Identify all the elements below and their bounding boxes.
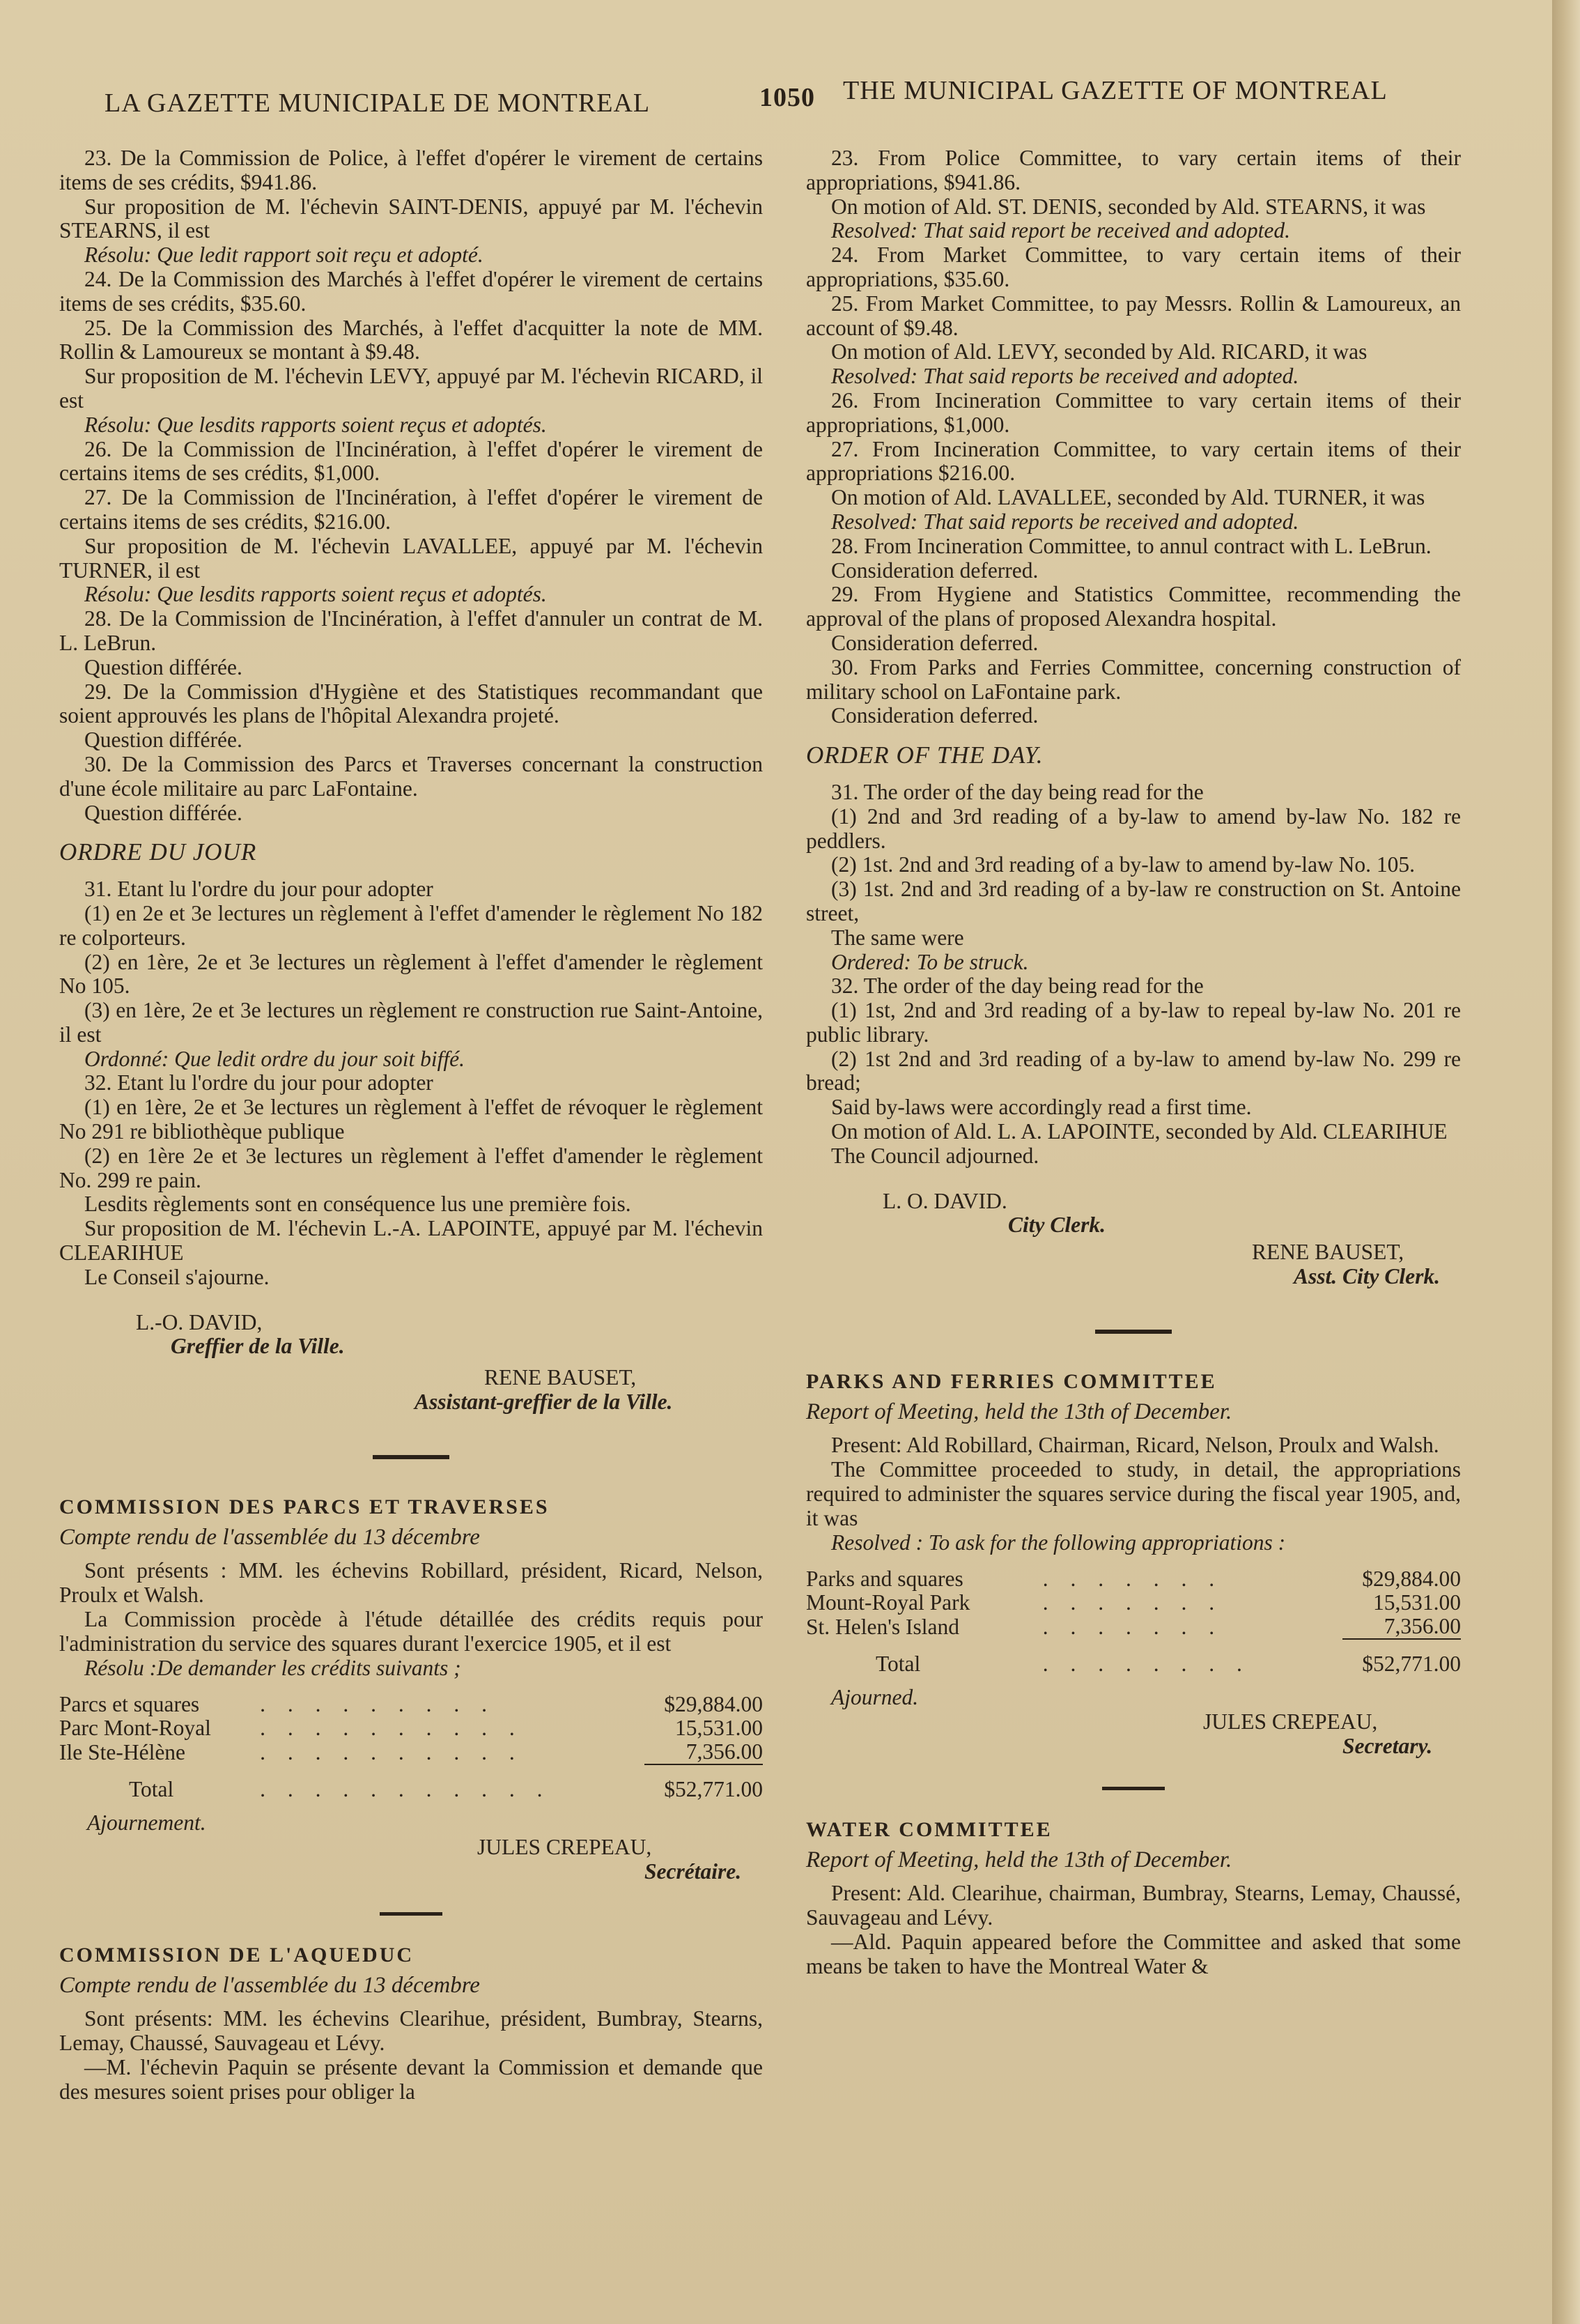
section-divider	[1102, 1787, 1165, 1790]
fr-deferred: Question différée.	[84, 800, 242, 825]
en-water-subtitle: Report of Meeting, held the 13th of December.	[806, 1847, 1232, 1872]
leader-dots: . . . . . . . . . .	[260, 1716, 523, 1741]
en-adjourn: The Council adjourned.	[831, 1143, 1039, 1168]
fr-asst-clerk-title: Assistant-greffier de la Ville.	[415, 1390, 673, 1415]
en-motion: On motion of Ald. L. A. LAPOINTE, seconded by Ald. CLEARIHUE	[831, 1119, 1448, 1144]
en-first-reading: Said by-laws were accordingly read a first time.	[831, 1095, 1252, 1120]
french-column	[59, 146, 763, 2104]
fr-item-26: 26. De la Commission de l'Incinération, à l'effet d'opérer le virement de certains items de ses crédits, $1,000.	[59, 436, 763, 486]
fr-parks-study: La Commission procède à l'étude détaillée des crédits requis pour l'administration du service des squares durant l'exercice 1905, et il est	[59, 1607, 763, 1656]
row-amount: $29,884.00	[1362, 1567, 1461, 1592]
en-order-31: 31. The order of the day being read for the	[831, 779, 1204, 804]
total-row	[59, 1764, 763, 1801]
leader-dots: . . . . . . . . .	[260, 1692, 495, 1717]
en-item-23: 23. From Police Committee, to vary certain items of their appropriations, $941.86.	[806, 146, 1461, 194]
en-resolution: Resolved: That said reports be received and adopted.	[831, 364, 1299, 389]
fr-order-32: 32. Etant lu l'ordre du jour pour adopter	[84, 1070, 433, 1095]
total-amount: $52,771.00	[644, 1764, 763, 1801]
row-label: Parks and squares	[806, 1567, 963, 1592]
table-row	[59, 1693, 763, 1716]
en-asst-clerk-name: RENE BAUSET,	[1252, 1240, 1404, 1265]
en-parks-subtitle: Report of Meeting, held the 13th of December.	[806, 1399, 1232, 1424]
en-order-heading: ORDER OF THE DAY.	[806, 741, 1044, 769]
total-label: Total	[129, 1776, 174, 1801]
en-parks-present: Present: Ald Robillard, Chairman, Ricard, Nelson, Proulx and Walsh.	[831, 1433, 1439, 1458]
fr-clerk-title: Greffier de la Ville.	[171, 1334, 345, 1359]
leader-dots: . . . . . . . . . . .	[260, 1776, 551, 1801]
en-item-27: 27. From Incineration Committee, to vary certain items of their appropriations $216.00.	[806, 436, 1461, 486]
page-binding-edge	[1552, 0, 1580, 2324]
en-order-32: 32. The order of the day being read for the	[831, 974, 1204, 999]
fr-order-31-1: (1) en 2e et 3e lectures un règlement à l'effet d'amender le règlement No 182 re colporteurs.	[59, 900, 763, 950]
fr-water-paquin: —M. l'échevin Paquin se présente devant la Commission et demande que des mesures soient prises pour obliger la	[59, 2055, 763, 2104]
table-row	[59, 1740, 763, 1764]
french-masthead: LA GAZETTE MUNICIPALE DE MONTREAL	[104, 89, 651, 118]
fr-order-32-2: (2) en 1ère 2e et 3e lectures un règlement à l'effet d'amender le règlement No. 299 re pain.	[59, 1143, 763, 1192]
en-item-25: 25. From Market Committee, to pay Messrs. Rollin & Lamoureux, an account of $9.48.	[806, 291, 1461, 340]
en-secretary-name: JULES CREPEAU,	[1203, 1709, 1378, 1734]
leader-dots: . . . . . . . . . .	[260, 1739, 523, 1764]
en-item-28: 28. From Incineration Committee, to annul contract with L. LeBrun.	[831, 533, 1432, 558]
fr-item-25: 25. De la Commission des Marchés, à l'effet d'acquitter la note de MM. Rollin & Lamoureux se montant à $9.48.	[59, 315, 763, 364]
fr-water-present: Sont présents: MM. les échevins Clearihue, président, Bumbray, Stearns, Lemay, Chaussé, Sauvageau et Lévy.	[59, 2006, 763, 2056]
fr-water-title: COMMISSION DE L'AQUEDUC	[59, 1943, 415, 1967]
fr-ordered: Ordonné: Que ledit ordre du jour soit biffé.	[84, 1046, 465, 1071]
en-appropriations-table	[806, 1567, 1461, 1676]
en-item-29: 29. From Hygiene and Statistics Committee, recommending the approval of the plans of proposed Alexandra hospital.	[806, 582, 1461, 631]
en-deferred: Consideration deferred.	[831, 630, 1039, 655]
leader-dots: . . . . . . .	[1042, 1567, 1223, 1592]
row-label: Parc Mont-Royal	[59, 1716, 211, 1741]
fr-resolution: Résolu: Que lesdits rapports soient reçus et adoptés.	[84, 412, 547, 437]
table-row	[806, 1591, 1461, 1615]
fr-motion: Sur proposition de M. l'échevin L.-A. LAPOINTE, appuyé par M. l'échevin CLEARIHUE	[59, 1216, 763, 1265]
section-divider	[373, 1455, 449, 1459]
fr-item-30: 30. De la Commission des Parcs et Traverses concernant la construction d'une école militaire au parc LaFontaine.	[59, 751, 763, 801]
en-order-31-3: (3) 1st. 2nd and 3rd reading of a by-law re construction on St. Antoine street,	[806, 877, 1461, 925]
row-label: Mount-Royal Park	[806, 1590, 970, 1615]
fr-parks-resolved: Résolu :De demander les crédits suivants ;	[84, 1655, 461, 1680]
fr-item-24: 24. De la Commission des Marchés à l'effet d'opérer le virement de certains items de ses crédits, $35.60.	[59, 266, 763, 316]
en-order-31-1: (1) 2nd and 3rd reading of a by-law to amend by-law No. 182 re peddlers.	[806, 803, 1461, 853]
en-same-were: The same were	[831, 925, 964, 950]
fr-resolution: Résolu: Que lesdits rapports soient reçus et adoptés.	[84, 582, 547, 607]
english-masthead: THE MUNICIPAL GAZETTE OF MONTREAL	[843, 76, 1388, 105]
en-parks-title: PARKS AND FERRIES COMMITTEE	[806, 1369, 1217, 1393]
row-label: St. Helen's Island	[806, 1614, 960, 1639]
en-secretary-title: Secretary.	[1342, 1734, 1433, 1759]
row-amount: $29,884.00	[664, 1692, 763, 1717]
table-row	[806, 1615, 1461, 1639]
table-row	[59, 1716, 763, 1740]
en-parks-study: The Committee proceeded to study, in detail, the appropriations required to administer the squares service during the fiscal year 1905, and, it was	[806, 1457, 1461, 1530]
fr-item-28: 28. De la Commission de l'Incinération, à l'effet d'annuler un contrat de M. L. LeBrun.	[59, 606, 763, 655]
section-divider	[1095, 1330, 1172, 1334]
en-asst-clerk-title: Asst. City Clerk.	[1294, 1264, 1441, 1289]
leader-dots: . . . . . . .	[1042, 1614, 1223, 1639]
row-label: Parcs et squares	[59, 1692, 200, 1717]
en-motion: On motion of Ald. ST. DENIS, seconded by Ald. STEARNS, it was	[831, 194, 1426, 219]
en-parks-closing: Ajourned.	[831, 1685, 919, 1710]
en-resolution: Resolved: That said report be received and adopted.	[831, 218, 1291, 243]
en-clerk-title: City Clerk.	[1008, 1213, 1106, 1238]
total-label: Total	[876, 1651, 921, 1676]
en-water-present: Present: Ald. Clearihue, chairman, Bumbray, Stearns, Lemay, Chaussé, Sauvageau and Lévy.	[806, 1881, 1461, 1930]
fr-parks-title: COMMISSION DES PARCS ET TRAVERSES	[59, 1495, 550, 1518]
row-amount: 7,356.00	[1342, 1615, 1461, 1639]
fr-deferred: Question différée.	[84, 728, 242, 753]
en-motion: On motion of Ald. LEVY, seconded by Ald. RICARD, it was	[831, 339, 1368, 364]
fr-water-subtitle: Compte rendu de l'assemblée du 13 décembre	[59, 1972, 480, 1998]
fr-order-31-2: (2) en 1ère, 2e et 3e lectures un règlement à l'effet d'amender le règlement No 105.	[59, 949, 763, 999]
total-amount: $52,771.00	[1342, 1639, 1461, 1676]
fr-item-29: 29. De la Commission d'Hygiène et des Statistiques recommandant que soient approuvés les plans de l'hôpital Alexandra projeté.	[59, 679, 763, 728]
fr-clerk-name: L.-O. DAVID,	[136, 1309, 263, 1334]
fr-order-32-1: (1) en 1ère, 2e et 3e lectures un règlement à l'effet de révoquer le règlement No 291 re bibliothèque publique	[59, 1095, 763, 1144]
en-parks-resolved: Resolved : To ask for the following appropriations :	[831, 1530, 1286, 1555]
fr-order-heading: ORDRE DU JOUR	[59, 838, 257, 866]
fr-parks-subtitle: Compte rendu de l'assemblée du 13 décembre	[59, 1524, 480, 1550]
fr-item-27: 27. De la Commission de l'Incinération, à l'effet d'opérer le virement de certains items de ses crédits, $216.00.	[59, 485, 763, 534]
fr-parks-present: Sont présents : MM. les échevins Robillard, président, Ricard, Nelson, Proulx et Walsh.	[59, 1558, 763, 1608]
row-label: Ile Ste-Hélène	[59, 1739, 186, 1764]
en-motion: On motion of Ald. LAVALLEE, seconded by Ald. TURNER, it was	[831, 485, 1425, 510]
row-amount: 15,531.00	[1373, 1590, 1461, 1615]
fr-motion: Sur proposition de M. l'échevin SAINT-DENIS, appuyé par M. l'échevin STEARNS, il est	[59, 194, 763, 243]
en-order-31-2: (2) 1st. 2nd and 3rd reading of a by-law to amend by-law No. 105.	[831, 852, 1416, 877]
en-order-32-2: (2) 1st 2nd and 3rd reading of a by-law to amend by-law No. 299 re bread;	[806, 1046, 1461, 1095]
fr-motion: Sur proposition de M. l'échevin LAVALLEE, appuyé par M. l'échevin TURNER, il est	[59, 533, 763, 583]
fr-first-reading: Lesdits règlements sont en conséquence lus une première fois.	[84, 1192, 631, 1217]
section-divider	[380, 1912, 442, 1916]
fr-motion: Sur proposition de M. l'échevin LEVY, appuyé par M. l'échevin RICARD, il est	[59, 364, 763, 413]
en-water-title: WATER COMMITTEE	[806, 1817, 1053, 1841]
fr-asst-clerk-name: RENE BAUSET,	[484, 1365, 637, 1390]
fr-secretary-title: Secrétaire.	[644, 1859, 742, 1884]
row-amount: 15,531.00	[675, 1716, 763, 1741]
table-row	[806, 1567, 1461, 1591]
fr-order-31: 31. Etant lu l'ordre du jour pour adopter	[84, 877, 433, 902]
fr-secretary-name: JULES CREPEAU,	[477, 1835, 652, 1860]
en-clerk-name: L. O. DAVID.	[883, 1188, 1007, 1213]
leader-dots: . . . . . . . .	[1042, 1651, 1250, 1676]
en-item-26: 26. From Incineration Committee to vary certain items of their appropriations, $1,000.	[806, 387, 1461, 437]
en-item-30: 30. From Parks and Ferries Committee, concerning construction of military school on LaFontaine park.	[806, 654, 1461, 704]
total-row	[806, 1639, 1461, 1676]
page-header	[104, 75, 1463, 124]
fr-deferred: Question différée.	[84, 654, 242, 679]
fr-item-23: 23. De la Commission de Police, à l'effet d'opérer le virement de certains items de ses crédits, $941.86.	[59, 146, 763, 194]
fr-order-31-3: (3) en 1ère, 2e et 3e lectures un règlement re construction rue Saint-Antoine, il est	[59, 998, 763, 1047]
en-deferred: Consideration deferred.	[831, 557, 1039, 583]
leader-dots: . . . . . . .	[1042, 1590, 1223, 1615]
fr-appropriations-table	[59, 1693, 763, 1801]
en-order-32-1: (1) 1st, 2nd and 3rd reading of a by-law to repeal by-law No. 201 re public library.	[806, 998, 1461, 1047]
en-item-24: 24. From Market Committee, to vary certain items of their appropriations, $35.60.	[806, 243, 1461, 291]
fr-resolution: Résolu: Que ledit rapport soit reçu et adopté.	[84, 243, 483, 268]
row-amount: 7,356.00	[644, 1740, 763, 1764]
fr-adjourn: Le Conseil s'ajourne.	[84, 1264, 270, 1289]
page-number: 1050	[759, 83, 815, 112]
fr-parks-closing: Ajournement.	[87, 1810, 206, 1836]
en-water-paquin: —Ald. Paquin appeared before the Committee and asked that some means be taken to have the Montreal Water &	[806, 1930, 1461, 1978]
en-ordered: Ordered: To be struck.	[831, 949, 1029, 974]
en-deferred: Consideration deferred.	[831, 703, 1039, 728]
en-resolution: Resolved: That said reports be received and adopted.	[831, 509, 1299, 534]
english-column	[806, 146, 1461, 1979]
